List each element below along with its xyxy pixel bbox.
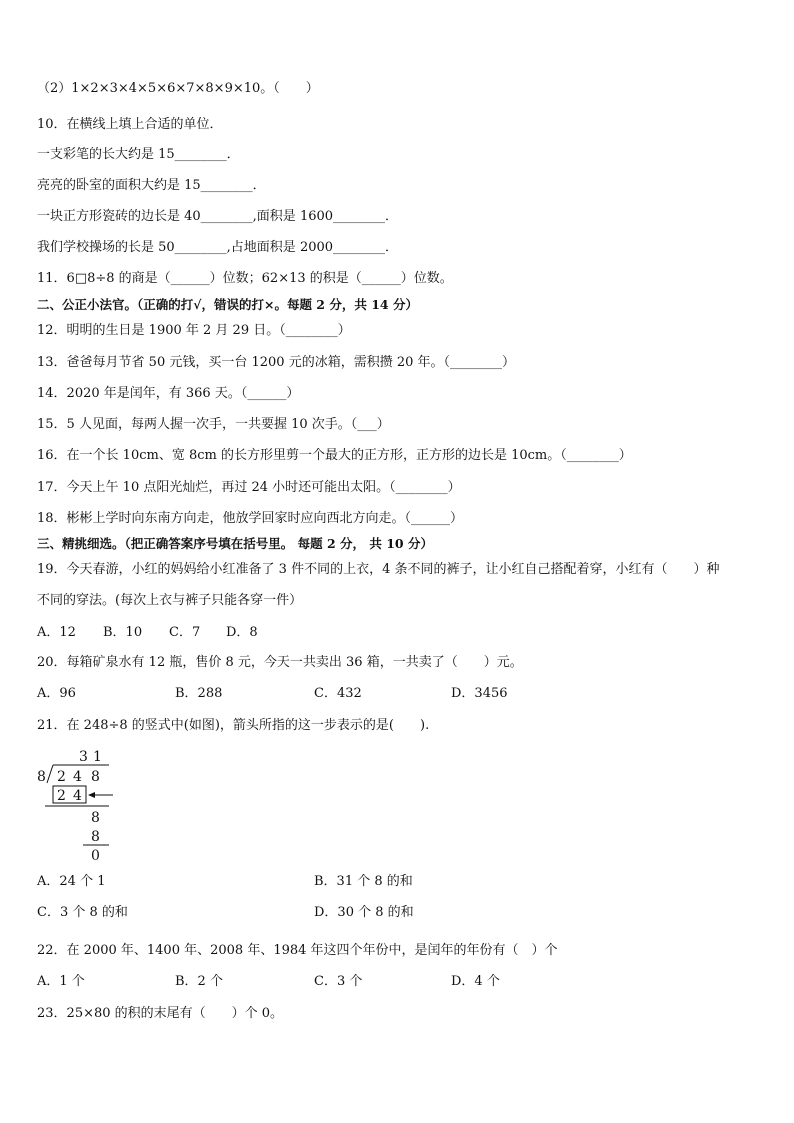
q22-option-d: D．4 个 <box>451 974 500 989</box>
q10-b-text: 亮亮的卧室的面积大约是 15________． <box>37 178 266 193</box>
q15-text: 15．5 人见面，每两人握一次手，一共要握 10 次手。（___） <box>37 417 390 432</box>
q10-c-text: 一块正方形瓷砖的边长是 40________,面积是 1600________． <box>37 209 399 224</box>
q13-text: 13．爸爸每月节省 50 元钱，买一台 1200 元的冰箱，需积攒 20 年。（________） <box>37 355 516 370</box>
q20-option-a: A．96 <box>37 686 76 701</box>
step2-digit: 8 <box>91 810 100 826</box>
q21-option-c: C．3 个 8 的和 <box>37 905 128 920</box>
q18-text: 18．彬彬上学时向东南方向走，他放学回家时应向西北方向走。（______） <box>37 511 464 526</box>
q22-option-a: A．1 个 <box>37 974 85 989</box>
arrow-icon <box>88 792 95 798</box>
q19-option-c: C．7 <box>169 625 201 640</box>
q17-text: 17．今天上午 10 点阳光灿烂，再过 24 小时还可能出太阳。（________） <box>37 480 461 495</box>
q12-text: 12．明明的生日是 1900 年 2 月 29 日。（________） <box>37 323 351 338</box>
q11-text: 11．6□8÷8 的商是（______）位数；62×13 的积是（______）位数。 <box>37 271 453 286</box>
q9-2-text: （2）1×2×3×4×5×6×7×8×9×10。（ ） <box>37 81 319 96</box>
q19-text-line1: 19．今天春游，小红的妈妈给小红准备了 3 件不同的上衣，4 条不同的裤子，让小红自己搭配着穿，小红有（ ）种 <box>37 562 720 577</box>
dividend-digit-2: 4 <box>73 769 82 785</box>
step1-digit-1: 2 <box>57 788 66 804</box>
quotient-digit-2: 1 <box>93 749 102 765</box>
q21-option-a: A．24 个 1 <box>37 874 106 889</box>
q19-option-b: B．10 <box>103 625 143 640</box>
division-bracket <box>47 765 53 783</box>
divisor: 8 <box>37 769 46 785</box>
dividend-digit-1: 2 <box>57 769 66 785</box>
q23-text: 23．25×80 的积的末尾有（ ）个 0。 <box>37 1006 284 1021</box>
q20-option-c: C．432 <box>314 686 362 701</box>
section-3-heading: 三、精挑细选。（把正确答案序号填在括号里。 每题 2 分， 共 10 分） <box>37 536 433 551</box>
q14-text: 14．2020 年是闰年，有 366 天。（______） <box>37 386 300 401</box>
q10-a-text: 一支彩笔的长大约是 15________． <box>37 147 240 162</box>
quotient-digit-1: 3 <box>79 749 88 765</box>
q10-text: 10．在横线上填上合适的单位． <box>37 117 223 132</box>
q21-option-b: B．31 个 8 的和 <box>314 874 413 889</box>
q22-option-c: C．3 个 <box>314 974 363 989</box>
remainder-digit: 0 <box>91 848 100 864</box>
step3-digit: 8 <box>91 829 100 845</box>
q16-text: 16．在一个长 10cm、宽 8cm 的长方形里剪一个最大的正方形，正方形的边长是 10cm。（________） <box>37 448 632 463</box>
q19-option-a: A．12 <box>37 625 76 640</box>
long-division-figure <box>33 745 123 865</box>
q22-text: 22．在 2000 年、1400 年、2008 年、1984 年这四个年份中，是闰年的年份有（ ）个 <box>37 943 558 958</box>
q21-option-d: D．30 个 8 的和 <box>314 905 414 920</box>
q20-option-b: B．288 <box>175 686 223 701</box>
step1-digit-2: 4 <box>73 788 82 804</box>
q21-text: 21．在 248÷8 的竖式中(如图)，箭头所指的这一步表示的是( ). <box>37 718 430 733</box>
q19-text-line2: 不同的穿法。(每次上衣与裤子只能各穿一件） <box>37 593 303 608</box>
section-2-heading: 二、公正小法官。（正确的打√，错误的打×。每题 2 分，共 14 分） <box>37 297 418 312</box>
q20-option-d: D．3456 <box>451 686 508 701</box>
dividend-digit-3: 8 <box>91 769 100 785</box>
q22-option-b: B．2 个 <box>175 974 223 989</box>
q19-option-d: D．8 <box>226 625 258 640</box>
q20-text: 20．每箱矿泉水有 12 瓶，售价 8 元，今天一共卖出 36 箱，一共卖了（ ）元。 <box>37 655 523 670</box>
q10-d-text: 我们学校操场的长是 50________,占地面积是 2000________． <box>37 240 399 255</box>
